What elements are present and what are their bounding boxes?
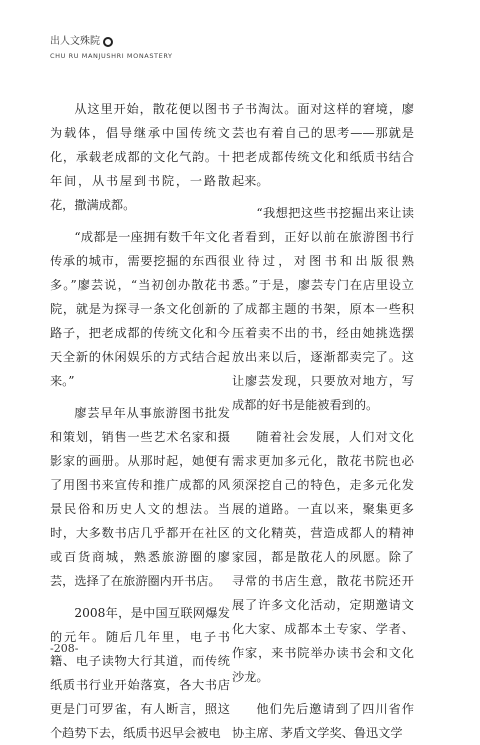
paragraph: 随着社会发展，人们对文化需求更加多元化，散花书院也必须深挖自己的特色，走多元化发展的道路。一直以来，聚集更多的文化精英，营造成都人的精神家园，都是散花人的夙愿。除了寻常的书店生意，散花书院还开展了许多文化活动，定期邀请文化大家、成都本土专家、学者、作家，来书院举办读书会和文化沙龙。	[232, 430, 414, 684]
paragraph: “成都是一座拥有数千年文化传承的城市，需要挖掘的东西很多。”廖芸说，“当初创办散花书院，就是为探寻一条文化创新的路子，把老成都的传统文化和今天全新的休闲娱乐的方式结合起来。”	[50, 230, 230, 388]
header-title-row	[50, 36, 173, 48]
right-column	[232, 97, 414, 745]
paragraph: 他们先后邀请到了四川省作协主席、茅盾文学奖、鲁迅文学	[232, 702, 414, 740]
paragraph-continuation: 子书淘汰。面对这样的窘境，廖芸也有着自己的思考——那就是把老成都传统文化和纸质书结合起来。	[232, 102, 414, 188]
header-title: 出人文殊院	[50, 36, 100, 47]
ring-icon	[103, 37, 113, 47]
paragraph: 从这里开始，散花便以图书为载体，倡导继承中国传统文化，承载老成都的文化气韵。十年间，从书屋到书院，一路散花，撒满成都。	[50, 102, 230, 212]
header-subtitle: CHU RU MANJUSHRI MONASTERY	[50, 52, 173, 60]
paragraph: 2008年，是中国互联网爆发的元年。随后几年里，电子书籍、电子读物大行其道，而传统纸质书行业开始落寞，各大书店更是门可罗雀，有人断言，照这个趋势下去，纸质书迟早会被电	[50, 606, 230, 740]
paragraph: 廖芸早年从事旅游图书批发和策划，销售一些艺术名家和摄影家的画册。从那时起，她便有了用图书来宣传和推广成都的风景民俗和历史人文的想法。当时，大多数书店几乎都开在社区或百货商城，熟悉旅游圈的廖芸，选择了在旅游圈内开书店。	[50, 406, 230, 588]
paragraph: “我想把这些书挖掘出来让读者看到，正好以前在旅游图书行业待过，对图书和出版很熟悉。”于是，廖芸专门在店里设立了成都主题的书架，原本一些积压着卖不出的书，经由她挑选摆放出来以后，逐渐都卖完了。这让廖芸发现，只要放对地方，写成都的好书是能被看到的。	[232, 206, 414, 412]
page-number: -208-	[50, 642, 79, 655]
running-header	[50, 36, 173, 60]
